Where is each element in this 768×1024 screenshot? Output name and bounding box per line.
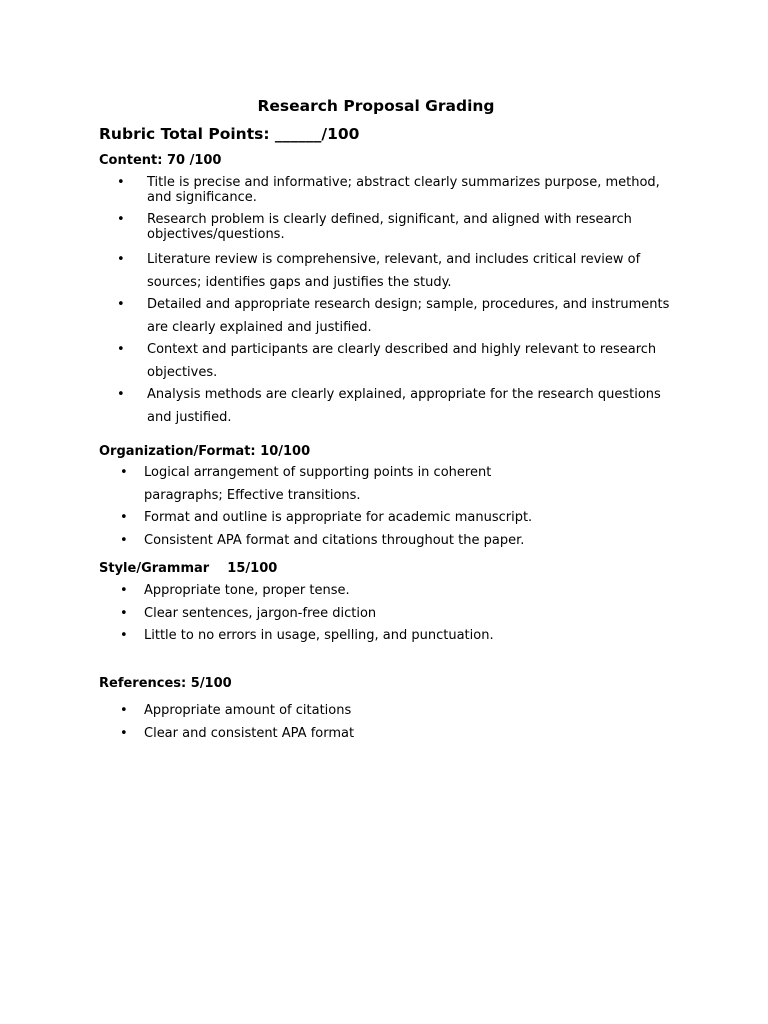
bullet-icon: •	[117, 175, 125, 190]
references-heading: References: 5/100	[99, 676, 232, 691]
list-item	[120, 603, 704, 626]
bullet-icon: •	[120, 605, 128, 621]
bullet-icon: •	[120, 583, 128, 598]
style-heading: Style/Grammar 15/100	[99, 561, 278, 576]
list-item-text: Consistent APA format and citations throughout the paper.	[144, 532, 525, 548]
organization-list	[120, 462, 704, 552]
bullet-icon: •	[117, 342, 125, 357]
list-item-text: Format and outline is appropriate for academic manuscript.	[144, 510, 533, 525]
list-item	[120, 700, 704, 723]
list-item-text: Context and participants are clearly described and highly relevant to research objectives.	[147, 342, 657, 380]
list-item-text: Detailed and appropriate research design; sample, procedures, and instruments are clearly explained and justified.	[147, 297, 670, 335]
list-item	[117, 175, 687, 205]
bullet-icon: •	[120, 628, 128, 643]
list-item	[120, 462, 574, 507]
bullet-icon: •	[120, 725, 128, 741]
list-item-text: Appropriate amount of citations	[144, 703, 352, 718]
list-item-text: Research problem is clearly defined, significant, and aligned with research objectives/questions.	[147, 212, 632, 242]
list-item	[117, 294, 687, 339]
bullet-icon: •	[120, 510, 128, 525]
list-item	[117, 339, 687, 384]
organization-heading: Organization/Format: 10/100	[99, 444, 311, 459]
list-item	[120, 507, 704, 530]
rubric-total-points: Rubric Total Points: ______/100	[99, 125, 360, 143]
list-item	[120, 723, 704, 746]
list-item-text: Literature review is comprehensive, relevant, and includes critical review of sources; identifies gaps and justifies the study.	[147, 252, 641, 290]
list-item	[120, 625, 704, 648]
list-item-text: Little to no errors in usage, spelling, and punctuation.	[144, 628, 494, 643]
bullet-icon: •	[117, 212, 125, 227]
list-item-text: Clear and consistent APA format	[144, 725, 355, 741]
list-item-text: Title is precise and informative; abstract clearly summarizes purpose, method, and significance.	[147, 175, 660, 205]
bullet-icon: •	[117, 297, 125, 312]
list-item-text: Logical arrangement of supporting points in coherent paragraphs; Effective transitions.	[144, 465, 492, 503]
bullet-icon: •	[120, 703, 128, 718]
list-item-text: Clear sentences, jargon-free diction	[144, 605, 377, 621]
references-list	[120, 700, 704, 745]
list-item	[117, 384, 687, 429]
bullet-icon: •	[120, 465, 128, 480]
list-item	[120, 580, 704, 603]
bullet-icon: •	[117, 252, 125, 267]
list-item	[117, 249, 687, 294]
bullet-icon: •	[117, 387, 125, 402]
style-list	[120, 580, 704, 648]
list-item	[120, 530, 704, 553]
list-item	[117, 212, 687, 242]
content-heading: Content: 70 /100	[99, 153, 222, 168]
list-item-text: Appropriate tone, proper tense.	[144, 583, 350, 598]
content-list	[117, 175, 687, 429]
page-title: Research Proposal Grading	[257, 97, 495, 115]
bullet-icon: •	[120, 532, 128, 548]
list-item-text: Analysis methods are clearly explained, appropriate for the research questions and justified.	[147, 387, 661, 425]
